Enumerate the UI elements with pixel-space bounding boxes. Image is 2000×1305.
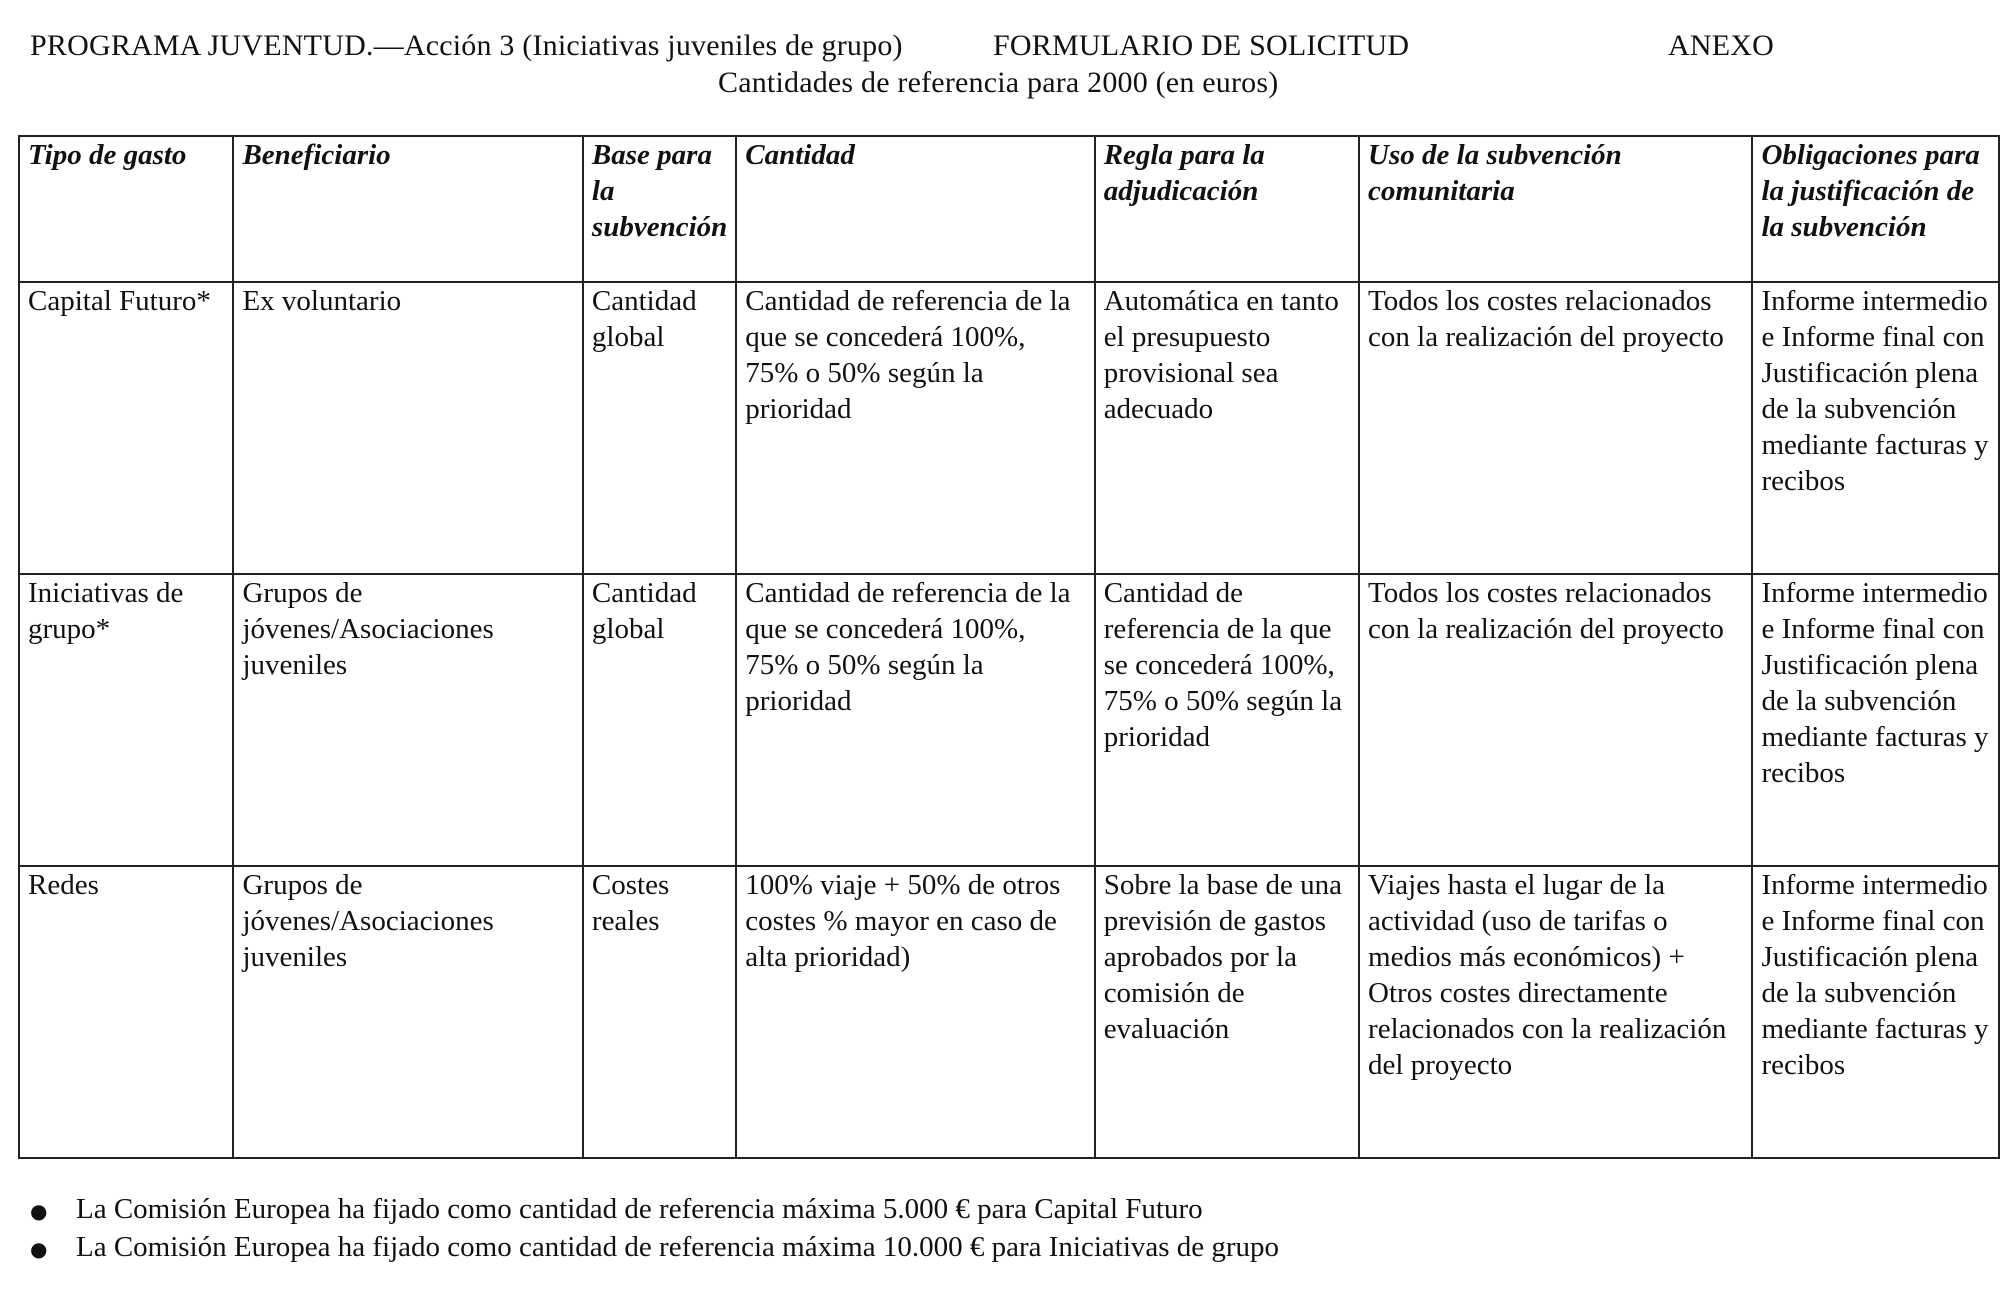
table-cell: Informe intermedio e Informe final con Justificación plena de la subvención mediante facturas y recibos (1752, 282, 1999, 574)
list-item (30, 1190, 1279, 1228)
table-cell: Grupos de jóvenes/Asociaciones juveniles (233, 574, 582, 866)
form-title: FORMULARIO DE SOLICITUD (993, 29, 1410, 62)
column-header: Tipo de gasto (19, 136, 233, 282)
bullet-icon: ● (30, 1199, 48, 1223)
table-cell: Cantidad global (583, 574, 736, 866)
column-header: Uso de la subvención comunitaria (1359, 136, 1752, 282)
table-cell: Ex voluntario (233, 282, 582, 574)
annex-label: ANEXO (1668, 29, 1774, 62)
table-header-row (19, 136, 1999, 282)
table-cell: Capital Futuro* (19, 282, 233, 574)
footnote-text: La Comisión Europea ha fijado como cantidad de referencia máxima 5.000 € para Capital Futuro (76, 1193, 1203, 1225)
table-cell: Viajes hasta el lugar de la actividad (uso de tarifas o medios más económicos) + Otros costes directamente relacionados con la realización del proyecto (1359, 866, 1752, 1158)
table-cell: Todos los costes relacionados con la realización del proyecto (1359, 282, 1752, 574)
table-row (19, 574, 1999, 866)
table-cell: Cantidad de referencia de la que se concederá 100%, 75% o 50% según la prioridad (736, 574, 1094, 866)
reference-amounts-table (18, 135, 2000, 1159)
column-header: Base para la subvención (583, 136, 736, 282)
column-header: Obligaciones para la justificación de la subvención (1752, 136, 1999, 282)
list-item (30, 1228, 1279, 1266)
table-cell: Automática en tanto el presupuesto provisional sea adecuado (1095, 282, 1359, 574)
table-cell: Costes reales (583, 866, 736, 1158)
table-cell: Informe intermedio e Informe final con Justificación plena de la subvención mediante facturas y recibos (1752, 574, 1999, 866)
table-row (19, 866, 1999, 1158)
column-header: Beneficiario (233, 136, 582, 282)
table-row (19, 282, 1999, 574)
column-header: Regla para la adjudicación (1095, 136, 1359, 282)
table-cell: Sobre la base de una previsión de gastos aprobados por la comisión de evaluación (1095, 866, 1359, 1158)
table-cell: Redes (19, 866, 233, 1158)
table-cell: Informe intermedio e Informe final con Justificación plena de la subvención mediante facturas y recibos (1752, 866, 1999, 1158)
table-cell: Cantidad de referencia de la que se concederá 100%, 75% o 50% según la prioridad (1095, 574, 1359, 866)
table-cell: Todos los costes relacionados con la realización del proyecto (1359, 574, 1752, 866)
table-cell: Cantidad de referencia de la que se concederá 100%, 75% o 50% según la prioridad (736, 282, 1094, 574)
table-cell: Cantidad global (583, 282, 736, 574)
column-header: Cantidad (736, 136, 1094, 282)
program-title: PROGRAMA JUVENTUD.—Acción 3 (Iniciativas juveniles de grupo) (30, 29, 903, 62)
footnote-text: La Comisión Europea ha fijado como cantidad de referencia máxima 10.000 € para Iniciativas de grupo (76, 1231, 1280, 1263)
footnotes-list (30, 1190, 1279, 1266)
table-cell: Grupos de jóvenes/Asociaciones juveniles (233, 866, 582, 1158)
bullet-icon: ● (30, 1237, 48, 1261)
table-cell: 100% viaje + 50% de otros costes % mayor en caso de alta prioridad) (736, 866, 1094, 1158)
table-subtitle: Cantidades de referencia para 2000 (en euros) (718, 66, 1279, 99)
table-cell: Iniciativas de grupo* (19, 574, 233, 866)
